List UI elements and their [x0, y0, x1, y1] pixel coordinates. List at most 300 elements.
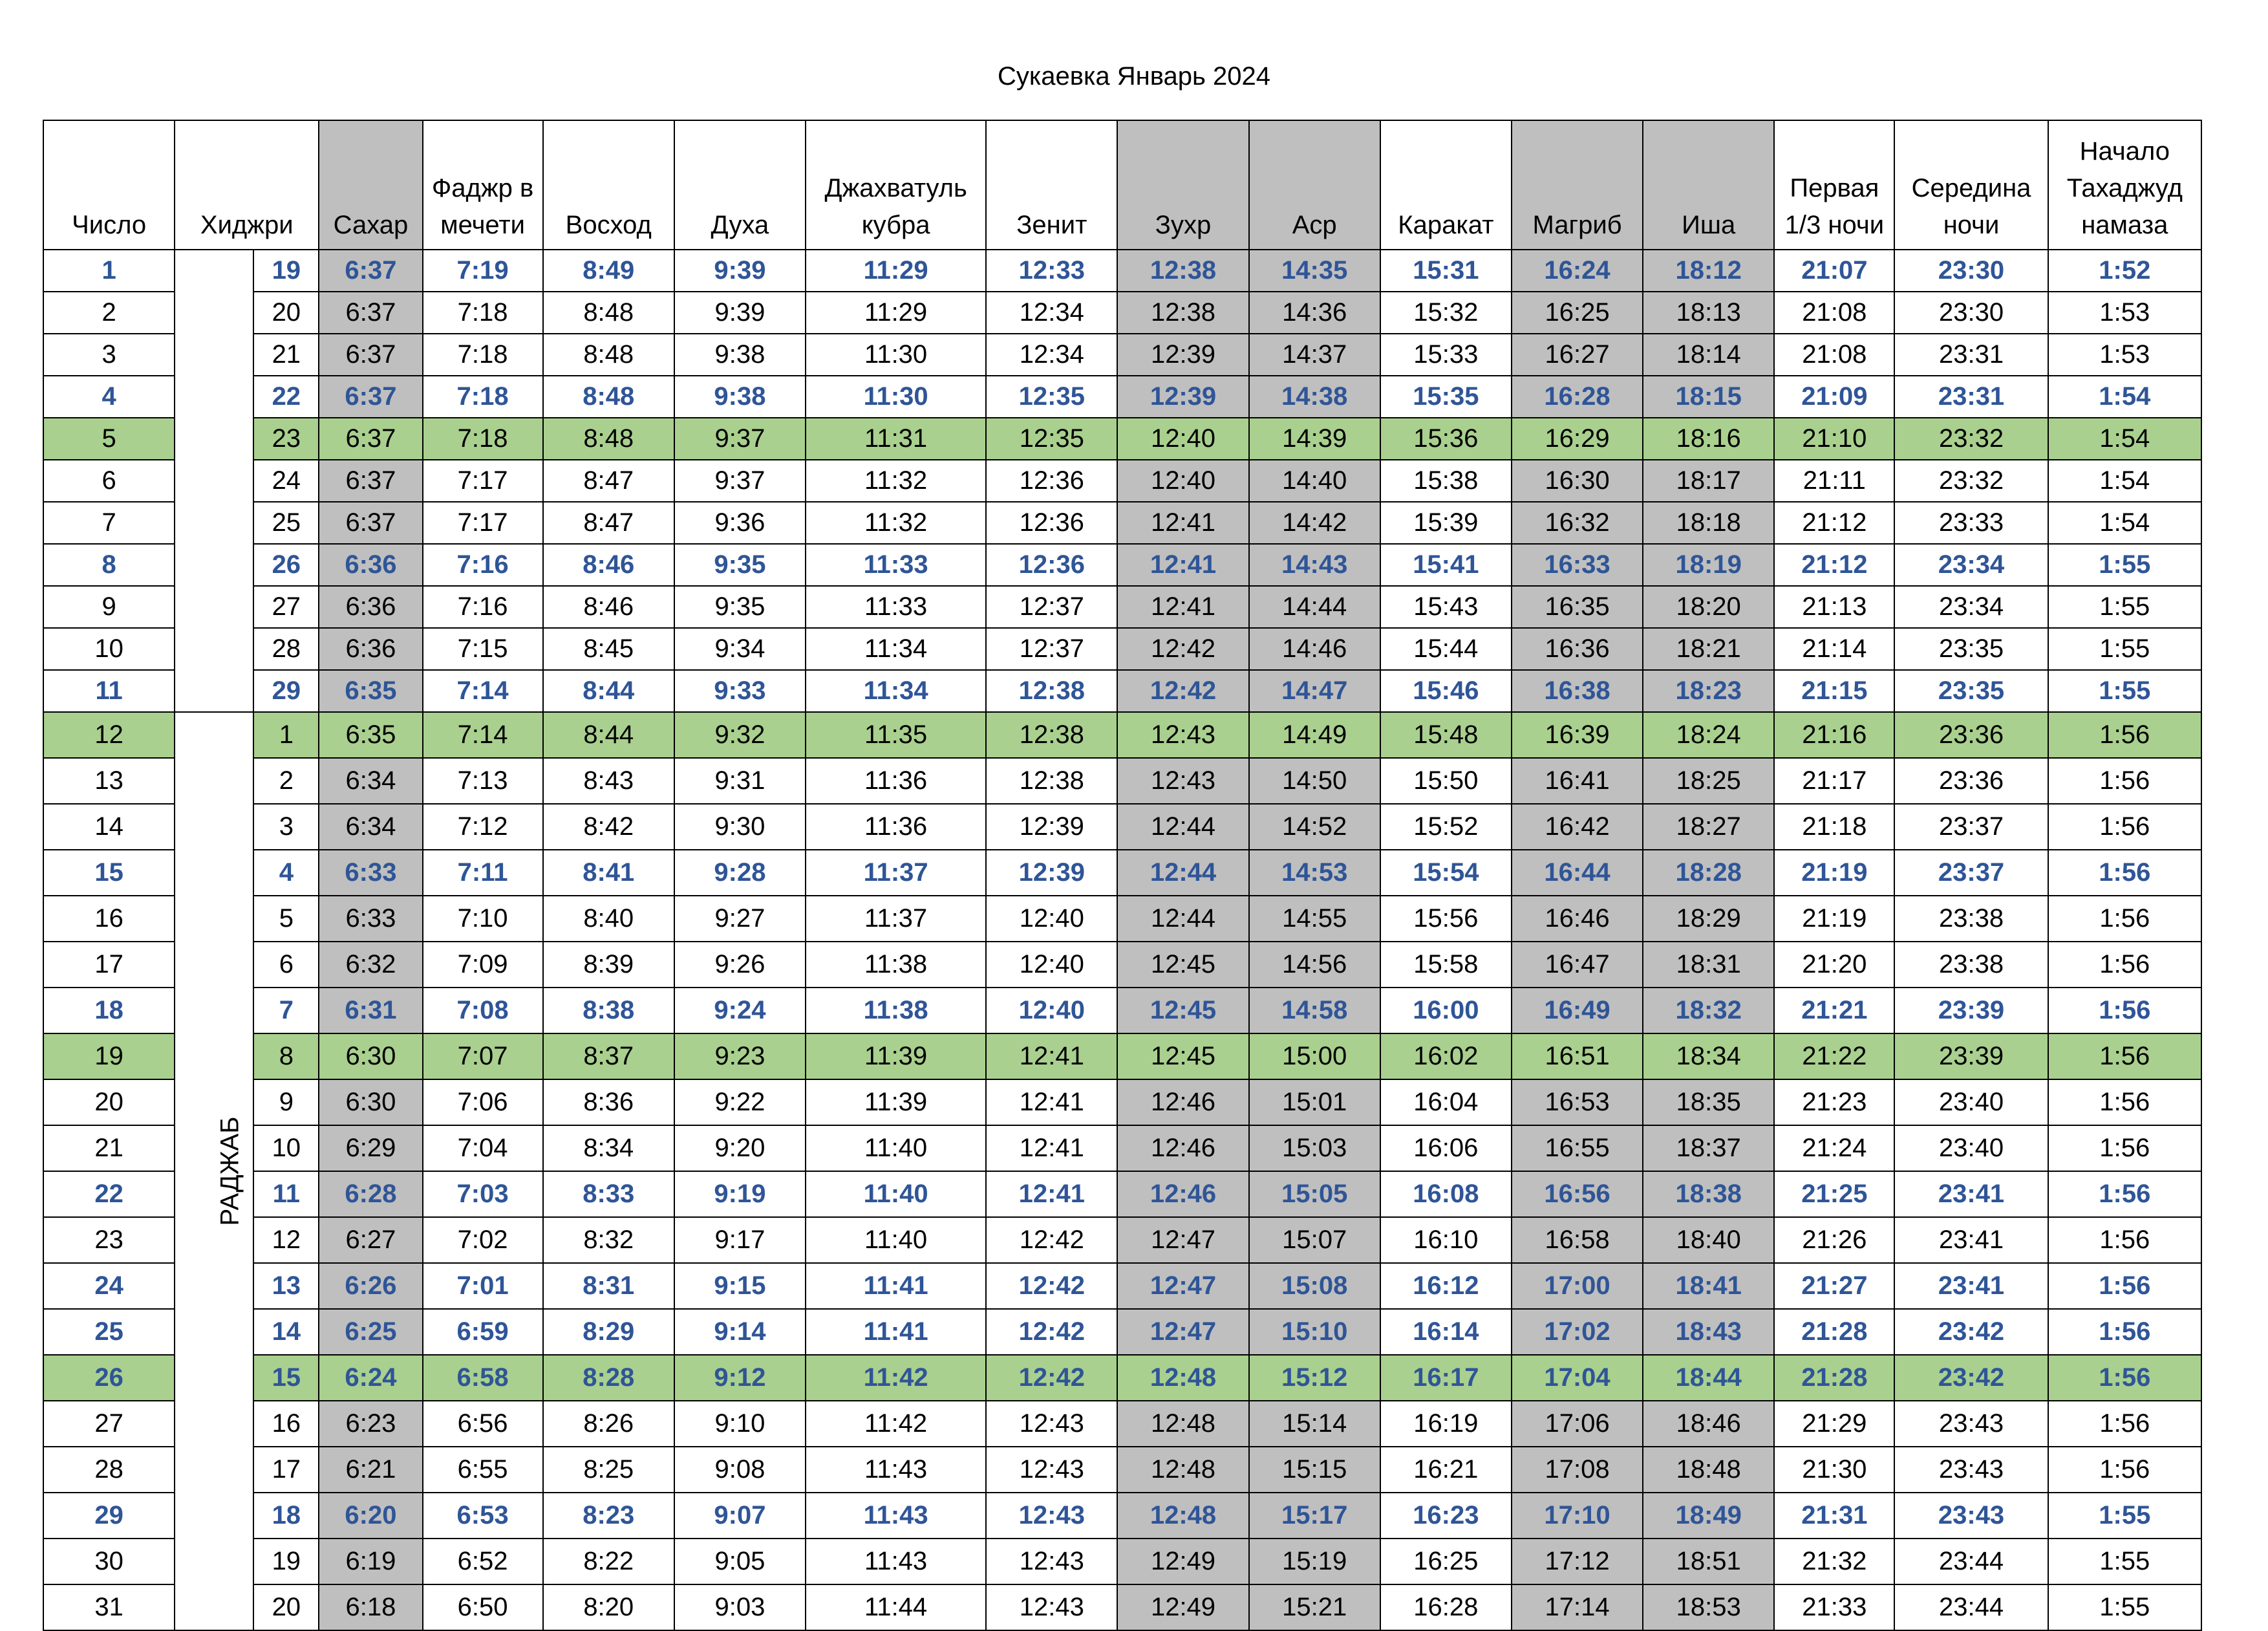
- table-row: [43, 292, 2201, 334]
- cell-karakhat: 16:25: [1380, 1539, 1512, 1584]
- cell-sahar: 6:37: [319, 250, 422, 292]
- cell-fajr-mosque: 7:18: [423, 418, 543, 460]
- cell-isha: 18:48: [1643, 1447, 1774, 1493]
- cell-duha: 9:38: [674, 376, 806, 418]
- cell-sahar: 6:37: [319, 460, 422, 502]
- cell-duha: 9:15: [674, 1263, 806, 1309]
- cell-fajr-mosque: 7:16: [423, 544, 543, 586]
- cell-isha: 18:49: [1643, 1493, 1774, 1539]
- cell-first-third-night: 21:11: [1774, 460, 1894, 502]
- cell-maghrib: 16:51: [1512, 1033, 1643, 1079]
- cell-zenith: 12:41: [986, 1171, 1117, 1217]
- table-row: [43, 670, 2201, 712]
- cell-karakhat: 15:54: [1380, 850, 1512, 896]
- cell-karakhat: 16:23: [1380, 1493, 1512, 1539]
- cell-karakhat: 16:17: [1380, 1355, 1512, 1401]
- header-day: Число: [43, 120, 175, 250]
- cell-zuhr: 12:45: [1117, 942, 1248, 988]
- cell-sahar: 6:35: [319, 670, 422, 712]
- cell-maghrib: 16:55: [1512, 1125, 1643, 1171]
- cell-zuhr: 12:40: [1117, 418, 1248, 460]
- cell-sunrise: 8:28: [543, 1355, 674, 1401]
- table-row: [43, 1355, 2201, 1401]
- cell-tahajjud-start: 1:56: [2048, 1263, 2201, 1309]
- cell-asr: 14:35: [1249, 250, 1380, 292]
- cell-karakhat: 16:12: [1380, 1263, 1512, 1309]
- cell-asr: 14:37: [1249, 334, 1380, 376]
- cell-karakhat: 15:44: [1380, 628, 1512, 670]
- cell-sahar: 6:19: [319, 1539, 422, 1584]
- cell-day: 6: [43, 460, 175, 502]
- cell-hijri: 20: [253, 292, 319, 334]
- cell-duha: 9:39: [674, 250, 806, 292]
- cell-midnight: 23:42: [1894, 1355, 2048, 1401]
- cell-first-third-night: 21:14: [1774, 628, 1894, 670]
- cell-tahajjud-start: 1:55: [2048, 1493, 2201, 1539]
- header-zenith: Зенит: [986, 120, 1117, 250]
- cell-midnight: 23:35: [1894, 670, 2048, 712]
- cell-fajr-mosque: 7:03: [423, 1171, 543, 1217]
- cell-isha: 18:35: [1643, 1079, 1774, 1125]
- cell-dzhakhvatul-kubra: 11:42: [806, 1401, 986, 1447]
- cell-day: 7: [43, 502, 175, 544]
- cell-hijri: 18: [253, 1493, 319, 1539]
- cell-asr: 15:07: [1249, 1217, 1380, 1263]
- cell-sahar: 6:37: [319, 418, 422, 460]
- cell-isha: 18:53: [1643, 1584, 1774, 1630]
- cell-dzhakhvatul-kubra: 11:38: [806, 942, 986, 988]
- cell-dzhakhvatul-kubra: 11:43: [806, 1447, 986, 1493]
- cell-sahar: 6:37: [319, 502, 422, 544]
- cell-tahajjud-start: 1:56: [2048, 1171, 2201, 1217]
- cell-fajr-mosque: 7:11: [423, 850, 543, 896]
- cell-asr: 15:17: [1249, 1493, 1380, 1539]
- cell-karakhat: 15:36: [1380, 418, 1512, 460]
- cell-tahajjud-start: 1:56: [2048, 758, 2201, 804]
- cell-karakhat: 16:06: [1380, 1125, 1512, 1171]
- cell-first-third-night: 21:27: [1774, 1263, 1894, 1309]
- cell-zuhr: 12:38: [1117, 292, 1248, 334]
- table-row: [43, 376, 2201, 418]
- cell-midnight: 23:37: [1894, 850, 2048, 896]
- header-maghrib: Магриб: [1512, 120, 1643, 250]
- cell-asr: 14:39: [1249, 418, 1380, 460]
- cell-first-third-night: 21:25: [1774, 1171, 1894, 1217]
- cell-duha: 9:32: [674, 712, 806, 758]
- cell-maghrib: 16:46: [1512, 896, 1643, 942]
- header-sahar: Сахар: [319, 120, 422, 250]
- cell-sahar: 6:35: [319, 712, 422, 758]
- cell-hijri: 26: [253, 544, 319, 586]
- cell-sahar: 6:37: [319, 334, 422, 376]
- cell-midnight: 23:36: [1894, 712, 2048, 758]
- cell-asr: 15:15: [1249, 1447, 1380, 1493]
- cell-asr: 15:14: [1249, 1401, 1380, 1447]
- cell-first-third-night: 21:19: [1774, 850, 1894, 896]
- cell-maghrib: 16:44: [1512, 850, 1643, 896]
- cell-sahar: 6:30: [319, 1079, 422, 1125]
- cell-hijri: 21: [253, 334, 319, 376]
- cell-karakhat: 15:46: [1380, 670, 1512, 712]
- cell-duha: 9:39: [674, 292, 806, 334]
- cell-zuhr: 12:49: [1117, 1584, 1248, 1630]
- cell-asr: 14:50: [1249, 758, 1380, 804]
- cell-duha: 9:27: [674, 896, 806, 942]
- cell-zenith: 12:43: [986, 1493, 1117, 1539]
- cell-maghrib: 17:14: [1512, 1584, 1643, 1630]
- cell-day: 11: [43, 670, 175, 712]
- cell-hijri: 23: [253, 418, 319, 460]
- cell-asr: 14:53: [1249, 850, 1380, 896]
- cell-karakhat: 15:50: [1380, 758, 1512, 804]
- cell-sunrise: 8:29: [543, 1309, 674, 1355]
- cell-maghrib: 16:38: [1512, 670, 1643, 712]
- cell-sunrise: 8:44: [543, 712, 674, 758]
- table-row: [43, 628, 2201, 670]
- cell-zuhr: 12:38: [1117, 250, 1248, 292]
- cell-day: 13: [43, 758, 175, 804]
- cell-duha: 9:19: [674, 1171, 806, 1217]
- cell-sahar: 6:20: [319, 1493, 422, 1539]
- cell-maghrib: 17:08: [1512, 1447, 1643, 1493]
- table-row: [43, 850, 2201, 896]
- cell-duha: 9:10: [674, 1401, 806, 1447]
- cell-hijri: 4: [253, 850, 319, 896]
- table-row: [43, 460, 2201, 502]
- cell-maghrib: 16:56: [1512, 1171, 1643, 1217]
- cell-day: 5: [43, 418, 175, 460]
- cell-fajr-mosque: 7:14: [423, 670, 543, 712]
- cell-sahar: 6:32: [319, 942, 422, 988]
- cell-sunrise: 8:48: [543, 418, 674, 460]
- cell-midnight: 23:43: [1894, 1493, 2048, 1539]
- cell-day: 12: [43, 712, 175, 758]
- cell-zenith: 12:34: [986, 334, 1117, 376]
- cell-karakhat: 15:32: [1380, 292, 1512, 334]
- cell-zenith: 12:37: [986, 628, 1117, 670]
- cell-asr: 14:55: [1249, 896, 1380, 942]
- prayer-timetable: [43, 120, 2202, 1631]
- cell-maghrib: 17:10: [1512, 1493, 1643, 1539]
- cell-midnight: 23:39: [1894, 988, 2048, 1033]
- cell-sunrise: 8:45: [543, 628, 674, 670]
- cell-first-third-night: 21:16: [1774, 712, 1894, 758]
- cell-maghrib: 17:06: [1512, 1401, 1643, 1447]
- cell-asr: 14:49: [1249, 712, 1380, 758]
- cell-first-third-night: 21:31: [1774, 1493, 1894, 1539]
- cell-zuhr: 12:44: [1117, 850, 1248, 896]
- cell-karakhat: 15:43: [1380, 586, 1512, 628]
- cell-zuhr: 12:48: [1117, 1493, 1248, 1539]
- cell-zuhr: 12:46: [1117, 1171, 1248, 1217]
- cell-first-third-night: 21:12: [1774, 502, 1894, 544]
- cell-maghrib: 17:12: [1512, 1539, 1643, 1584]
- cell-duha: 9:08: [674, 1447, 806, 1493]
- cell-isha: 18:43: [1643, 1309, 1774, 1355]
- header-fajr-mosque: Фаджр в мечети: [423, 120, 543, 250]
- cell-first-third-night: 21:15: [1774, 670, 1894, 712]
- cell-sunrise: 8:36: [543, 1079, 674, 1125]
- cell-asr: 14:43: [1249, 544, 1380, 586]
- cell-zenith: 12:43: [986, 1584, 1117, 1630]
- cell-zuhr: 12:45: [1117, 1033, 1248, 1079]
- page-title: Сукаевка Январь 2024: [998, 62, 1270, 91]
- cell-first-third-night: 21:24: [1774, 1125, 1894, 1171]
- cell-day: 30: [43, 1539, 175, 1584]
- cell-midnight: 23:40: [1894, 1079, 2048, 1125]
- cell-first-third-night: 21:09: [1774, 376, 1894, 418]
- cell-isha: 18:38: [1643, 1171, 1774, 1217]
- cell-sunrise: 8:39: [543, 942, 674, 988]
- cell-zenith: 12:42: [986, 1263, 1117, 1309]
- cell-duha: 9:33: [674, 670, 806, 712]
- table-row: [43, 250, 2201, 292]
- cell-sahar: 6:33: [319, 850, 422, 896]
- cell-dzhakhvatul-kubra: 11:30: [806, 334, 986, 376]
- cell-fajr-mosque: 7:01: [423, 1263, 543, 1309]
- cell-sunrise: 8:49: [543, 250, 674, 292]
- cell-fajr-mosque: 6:56: [423, 1401, 543, 1447]
- cell-midnight: 23:41: [1894, 1171, 2048, 1217]
- header-sunrise: Восход: [543, 120, 674, 250]
- cell-zuhr: 12:42: [1117, 670, 1248, 712]
- cell-midnight: 23:40: [1894, 1125, 2048, 1171]
- table-row: [43, 1033, 2201, 1079]
- cell-midnight: 23:37: [1894, 804, 2048, 850]
- cell-dzhakhvatul-kubra: 11:31: [806, 418, 986, 460]
- cell-maghrib: 17:00: [1512, 1263, 1643, 1309]
- cell-tahajjud-start: 1:54: [2048, 376, 2201, 418]
- cell-maghrib: 17:04: [1512, 1355, 1643, 1401]
- cell-duha: 9:14: [674, 1309, 806, 1355]
- cell-isha: 18:13: [1643, 292, 1774, 334]
- cell-midnight: 23:33: [1894, 502, 2048, 544]
- cell-midnight: 23:44: [1894, 1584, 2048, 1630]
- cell-zenith: 12:43: [986, 1447, 1117, 1493]
- header-zuhr: Зухр: [1117, 120, 1248, 250]
- cell-first-third-night: 21:22: [1774, 1033, 1894, 1079]
- header-tahajjud-start: Начало Тахаджуд намаза: [2048, 120, 2201, 250]
- cell-maghrib: 16:33: [1512, 544, 1643, 586]
- cell-day: 18: [43, 988, 175, 1033]
- cell-duha: 9:12: [674, 1355, 806, 1401]
- cell-dzhakhvatul-kubra: 11:41: [806, 1263, 986, 1309]
- cell-sunrise: 8:33: [543, 1171, 674, 1217]
- cell-sunrise: 8:23: [543, 1493, 674, 1539]
- cell-tahajjud-start: 1:54: [2048, 460, 2201, 502]
- cell-first-third-night: 21:08: [1774, 334, 1894, 376]
- cell-duha: 9:17: [674, 1217, 806, 1263]
- cell-dzhakhvatul-kubra: 11:29: [806, 292, 986, 334]
- cell-hijri: 25: [253, 502, 319, 544]
- cell-zenith: 12:38: [986, 712, 1117, 758]
- cell-zenith: 12:38: [986, 670, 1117, 712]
- cell-sunrise: 8:37: [543, 1033, 674, 1079]
- cell-dzhakhvatul-kubra: 11:40: [806, 1217, 986, 1263]
- cell-duha: 9:05: [674, 1539, 806, 1584]
- cell-hijri: 13: [253, 1263, 319, 1309]
- cell-isha: 18:29: [1643, 896, 1774, 942]
- cell-isha: 18:27: [1643, 804, 1774, 850]
- cell-first-third-night: 21:23: [1774, 1079, 1894, 1125]
- cell-sahar: 6:27: [319, 1217, 422, 1263]
- cell-duha: 9:26: [674, 942, 806, 988]
- cell-karakhat: 15:39: [1380, 502, 1512, 544]
- cell-day: 8: [43, 544, 175, 586]
- cell-zenith: 12:36: [986, 460, 1117, 502]
- cell-midnight: 23:41: [1894, 1217, 2048, 1263]
- table-row: [43, 586, 2201, 628]
- cell-zuhr: 12:44: [1117, 804, 1248, 850]
- cell-fajr-mosque: 7:07: [423, 1033, 543, 1079]
- cell-zuhr: 12:46: [1117, 1079, 1248, 1125]
- cell-dzhakhvatul-kubra: 11:39: [806, 1033, 986, 1079]
- header-isha: Иша: [1643, 120, 1774, 250]
- hijri-month-cell: [175, 250, 253, 712]
- cell-tahajjud-start: 1:56: [2048, 1033, 2201, 1079]
- cell-zuhr: 12:42: [1117, 628, 1248, 670]
- cell-hijri: 8: [253, 1033, 319, 1079]
- cell-isha: 18:41: [1643, 1263, 1774, 1309]
- cell-sunrise: 8:34: [543, 1125, 674, 1171]
- cell-tahajjud-start: 1:56: [2048, 712, 2201, 758]
- cell-duha: 9:38: [674, 334, 806, 376]
- cell-karakhat: 15:38: [1380, 460, 1512, 502]
- cell-day: 16: [43, 896, 175, 942]
- cell-fajr-mosque: 7:18: [423, 292, 543, 334]
- table-row: [43, 544, 2201, 586]
- cell-sunrise: 8:46: [543, 586, 674, 628]
- cell-zenith: 12:41: [986, 1079, 1117, 1125]
- cell-day: 3: [43, 334, 175, 376]
- cell-sahar: 6:31: [319, 988, 422, 1033]
- cell-isha: 18:31: [1643, 942, 1774, 988]
- cell-day: 2: [43, 292, 175, 334]
- cell-isha: 18:14: [1643, 334, 1774, 376]
- cell-first-third-night: 21:19: [1774, 896, 1894, 942]
- cell-first-third-night: 21:20: [1774, 942, 1894, 988]
- cell-dzhakhvatul-kubra: 11:37: [806, 850, 986, 896]
- cell-maghrib: 17:02: [1512, 1309, 1643, 1355]
- cell-zuhr: 12:41: [1117, 502, 1248, 544]
- cell-karakhat: 16:02: [1380, 1033, 1512, 1079]
- cell-isha: 18:16: [1643, 418, 1774, 460]
- cell-asr: 14:58: [1249, 988, 1380, 1033]
- cell-hijri: 28: [253, 628, 319, 670]
- table-row: [43, 942, 2201, 988]
- cell-tahajjud-start: 1:56: [2048, 1125, 2201, 1171]
- table-row: [43, 1125, 2201, 1171]
- cell-duha: 9:34: [674, 628, 806, 670]
- cell-dzhakhvatul-kubra: 11:43: [806, 1539, 986, 1584]
- cell-midnight: 23:38: [1894, 896, 2048, 942]
- cell-hijri: 14: [253, 1309, 319, 1355]
- cell-dzhakhvatul-kubra: 11:38: [806, 988, 986, 1033]
- cell-asr: 14:46: [1249, 628, 1380, 670]
- cell-karakhat: 15:48: [1380, 712, 1512, 758]
- cell-sahar: 6:34: [319, 804, 422, 850]
- cell-first-third-night: 21:17: [1774, 758, 1894, 804]
- cell-fajr-mosque: 6:53: [423, 1493, 543, 1539]
- cell-tahajjud-start: 1:56: [2048, 942, 2201, 988]
- cell-hijri: 19: [253, 1539, 319, 1584]
- cell-maghrib: 16:58: [1512, 1217, 1643, 1263]
- cell-tahajjud-start: 1:56: [2048, 1355, 2201, 1401]
- cell-day: 15: [43, 850, 175, 896]
- cell-day: 27: [43, 1401, 175, 1447]
- cell-zenith: 12:37: [986, 586, 1117, 628]
- cell-hijri: 9: [253, 1079, 319, 1125]
- cell-maghrib: 16:30: [1512, 460, 1643, 502]
- cell-maghrib: 16:29: [1512, 418, 1643, 460]
- cell-tahajjud-start: 1:52: [2048, 250, 2201, 292]
- cell-midnight: 23:31: [1894, 376, 2048, 418]
- cell-tahajjud-start: 1:55: [2048, 670, 2201, 712]
- cell-first-third-night: 21:08: [1774, 292, 1894, 334]
- table-row: [43, 758, 2201, 804]
- cell-tahajjud-start: 1:56: [2048, 804, 2201, 850]
- cell-karakhat: 16:14: [1380, 1309, 1512, 1355]
- cell-karakhat: 15:31: [1380, 250, 1512, 292]
- cell-sunrise: 8:25: [543, 1447, 674, 1493]
- cell-sunrise: 8:44: [543, 670, 674, 712]
- cell-maghrib: 16:28: [1512, 376, 1643, 418]
- cell-zenith: 12:40: [986, 896, 1117, 942]
- cell-first-third-night: 21:10: [1774, 418, 1894, 460]
- cell-hijri: 29: [253, 670, 319, 712]
- cell-karakhat: 16:28: [1380, 1584, 1512, 1630]
- cell-dzhakhvatul-kubra: 11:29: [806, 250, 986, 292]
- header-first-third-night: Первая 1/3 ночи: [1774, 120, 1894, 250]
- cell-karakhat: 16:00: [1380, 988, 1512, 1033]
- cell-first-third-night: 21:28: [1774, 1309, 1894, 1355]
- cell-asr: 14:38: [1249, 376, 1380, 418]
- cell-sahar: 6:21: [319, 1447, 422, 1493]
- cell-first-third-night: 21:28: [1774, 1355, 1894, 1401]
- cell-midnight: 23:41: [1894, 1263, 2048, 1309]
- header-hijri: Хиджри: [175, 120, 319, 250]
- table-row: [43, 418, 2201, 460]
- cell-tahajjud-start: 1:54: [2048, 502, 2201, 544]
- cell-sahar: 6:29: [319, 1125, 422, 1171]
- cell-hijri: 1: [253, 712, 319, 758]
- cell-sunrise: 8:22: [543, 1539, 674, 1584]
- cell-hijri: 15: [253, 1355, 319, 1401]
- cell-sahar: 6:37: [319, 292, 422, 334]
- table-row: [43, 1079, 2201, 1125]
- cell-zuhr: 12:47: [1117, 1309, 1248, 1355]
- header-asr: Аср: [1249, 120, 1380, 250]
- cell-isha: 18:24: [1643, 712, 1774, 758]
- cell-sunrise: 8:41: [543, 850, 674, 896]
- cell-asr: 15:01: [1249, 1079, 1380, 1125]
- cell-isha: 18:46: [1643, 1401, 1774, 1447]
- cell-hijri: 16: [253, 1401, 319, 1447]
- cell-day: 25: [43, 1309, 175, 1355]
- cell-fajr-mosque: 7:17: [423, 460, 543, 502]
- cell-sunrise: 8:26: [543, 1401, 674, 1447]
- header-karakhat: Каракат: [1380, 120, 1512, 250]
- table-row: [43, 1584, 2201, 1630]
- cell-zuhr: 12:45: [1117, 988, 1248, 1033]
- cell-sunrise: 8:47: [543, 502, 674, 544]
- cell-midnight: 23:38: [1894, 942, 2048, 988]
- cell-fajr-mosque: 6:52: [423, 1539, 543, 1584]
- hijri-month-cell: [175, 712, 253, 1630]
- table-row: [43, 502, 2201, 544]
- header-duha: Духа: [674, 120, 806, 250]
- cell-midnight: 23:34: [1894, 586, 2048, 628]
